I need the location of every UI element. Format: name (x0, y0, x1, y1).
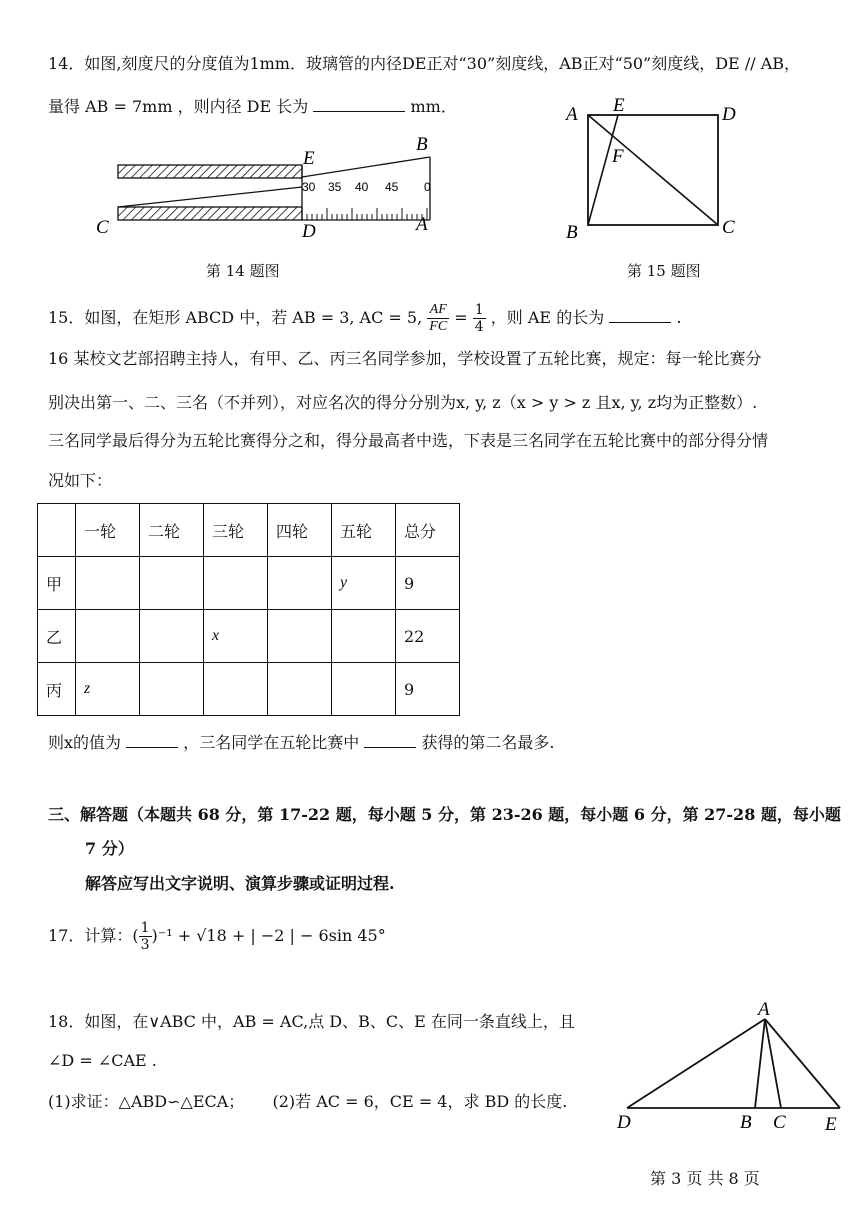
q16-score-table (37, 503, 460, 716)
label-C: C (96, 217, 109, 238)
frac-numerator: AF (427, 302, 449, 319)
ruler-ticks (302, 208, 427, 220)
q16-x-blank[interactable] (126, 731, 178, 748)
q17-rest: )⁻¹ + √18 + | −2 | − 6sin 45° (151, 926, 386, 945)
label-F: F (612, 146, 624, 167)
ruler-top-edge-inner (118, 187, 302, 207)
table-cell: 9 (396, 663, 460, 716)
section3-title-line2: 7 分） (85, 839, 134, 858)
q16-line4: 况如下： (48, 471, 113, 490)
label-D: D (722, 104, 736, 125)
table-cell: 22 (396, 610, 460, 663)
label-B: B (416, 134, 428, 155)
table-cell: z (76, 663, 140, 716)
q16-ans-a: 则x的值为 (48, 733, 122, 752)
table-cell (204, 557, 268, 610)
frac-denominator: 3 (140, 937, 150, 953)
q18-line1: 18．如图，在∨ABC 中，AB = AC,点 D、B、C、E 在同一条直线上，且 (48, 1012, 575, 1031)
label-A: A (758, 999, 770, 1020)
tick-label-35: 35 (328, 180, 342, 194)
table-row (38, 610, 460, 663)
q17-prefix: 17．计算：( (48, 926, 139, 945)
q15-answer-blank[interactable] (609, 306, 671, 323)
table-cell (76, 610, 140, 663)
label-C: C (773, 1112, 786, 1133)
q15-fraction-af-fc (427, 302, 449, 335)
q14-unit: mm． (410, 97, 457, 116)
segment-AC (765, 1019, 781, 1108)
table-cell (76, 557, 140, 610)
q16-ans-b: ，三名同学在五轮比赛中 (183, 733, 360, 752)
table-cell (204, 663, 268, 716)
q14-figure (90, 125, 450, 240)
q14-line2-text: 量得 AB = 7mm ，则内径 DE 长为 (48, 97, 309, 116)
q18-part2: (2)若 AC = 6，CE = 4，求 BD 的长度. (272, 1092, 568, 1111)
q16-name-blank[interactable] (364, 731, 416, 748)
q18-line2: ∠D = ∠CAE . (48, 1051, 157, 1070)
table-cell: x (204, 610, 268, 663)
table-header-cell: 三轮 (204, 504, 268, 557)
q16-line2: 别决出第一、二、三名（不并列），对应名次的得分分别为x, y, z（x > y > z 且x, y, z均为正整数）. (48, 393, 758, 412)
q18-part1: (1)求证：△ABD∽△ECA； (48, 1092, 245, 1111)
q14-answer-blank[interactable] (313, 95, 405, 112)
q17-text (48, 918, 386, 954)
page-footer: 第 3 页 共 8 页 (650, 1169, 760, 1188)
segment-BE (588, 115, 618, 225)
table-cell (140, 663, 204, 716)
frac-numerator: 1 (140, 920, 150, 936)
table-header-cell: 总分 (396, 504, 460, 557)
tick-label-30: 30 (302, 180, 316, 194)
q15-text (48, 300, 681, 336)
section3-instruction: 解答应写出文字说明、演算步骤或证明过程. (85, 874, 395, 893)
table-cell (268, 610, 332, 663)
label-D: D (617, 1112, 631, 1133)
tube-top-wall (118, 165, 302, 178)
label-A: A (566, 104, 578, 125)
q15-caption: 第 15 题图 (627, 262, 701, 280)
q15-fraction-quarter (473, 302, 486, 335)
table-header-cell: 二轮 (140, 504, 204, 557)
table-cell (268, 663, 332, 716)
tick-label-45: 45 (385, 180, 399, 194)
q15-suffix: ，则 AE 的长为 (490, 308, 605, 327)
q18-figure (605, 995, 855, 1135)
segment-AB (755, 1019, 765, 1108)
frac-numerator: 1 (474, 302, 484, 318)
ruler-top-edge (302, 157, 430, 177)
table-cell: y (332, 557, 396, 610)
frac-denominator: FC (429, 319, 448, 334)
table-cell (332, 663, 396, 716)
table-header-cell: 一轮 (76, 504, 140, 557)
table-cell (268, 557, 332, 610)
table-cell: 丙 (38, 663, 76, 716)
label-B: B (566, 222, 578, 243)
table-header-cell: 五轮 (332, 504, 396, 557)
tick-label-40: 40 (355, 180, 369, 194)
label-D: D (302, 221, 316, 240)
table-header-row (38, 504, 460, 557)
table-cell (332, 610, 396, 663)
table-row (38, 663, 460, 716)
q18-line3 (48, 1091, 567, 1113)
q15-end: . (676, 308, 682, 327)
label-C: C (722, 217, 735, 238)
table-cell: 甲 (38, 557, 76, 610)
q14-caption: 第 14 题图 (206, 262, 280, 280)
q14-line1: 14．如图,刻度尺的分度值为1mm．玻璃管的内径DE正对“30”刻度线，AB正对“50”刻度线，DE // AB， (48, 54, 801, 73)
segment-AE (765, 1019, 840, 1108)
tube-bottom-wall (118, 207, 302, 220)
label-B: B (740, 1112, 752, 1133)
table-cell: 9 (396, 557, 460, 610)
segment-AD (627, 1019, 765, 1108)
q15-prefix: 15．如图，在矩形 ABCD 中，若 AB = 3, AC = 5, (48, 308, 423, 327)
q16-line3: 三名同学最后得分为五轮比赛得分之和，得分最高者中选，下表是三名同学在五轮比赛中的部分得分情 (48, 431, 769, 450)
table-header-cell (38, 504, 76, 557)
diagonal-AC (588, 115, 718, 225)
q17-fraction (139, 920, 152, 953)
frac-denominator: 4 (474, 319, 484, 335)
q15-figure (560, 95, 750, 245)
table-cell: 乙 (38, 610, 76, 663)
label-A: A (416, 214, 428, 235)
label-E: E (303, 148, 315, 169)
q14-line2 (48, 95, 457, 118)
q15-equals: = (454, 308, 468, 327)
table-row (38, 557, 460, 610)
q16-answer-line (48, 731, 555, 754)
tick-label-0: 0 (424, 180, 431, 194)
label-E: E (613, 95, 625, 116)
table-header-cell: 四轮 (268, 504, 332, 557)
table-cell (140, 610, 204, 663)
label-E: E (825, 1114, 837, 1135)
section3-title-line1: 三、解答题（本题共 68 分，第 17-22 题，每小题 5 分，第 23-26 题，每小题 6 分，第 27-28 题，每小题 (48, 805, 841, 824)
q16-ans-c: 获得的第二名最多. (421, 733, 555, 752)
table-cell (140, 557, 204, 610)
q16-line1: 16 某校文艺部招聘主持人，有甲、乙、丙三名同学参加，学校设置了五轮比赛，规定：每一轮比赛分 (48, 349, 762, 368)
